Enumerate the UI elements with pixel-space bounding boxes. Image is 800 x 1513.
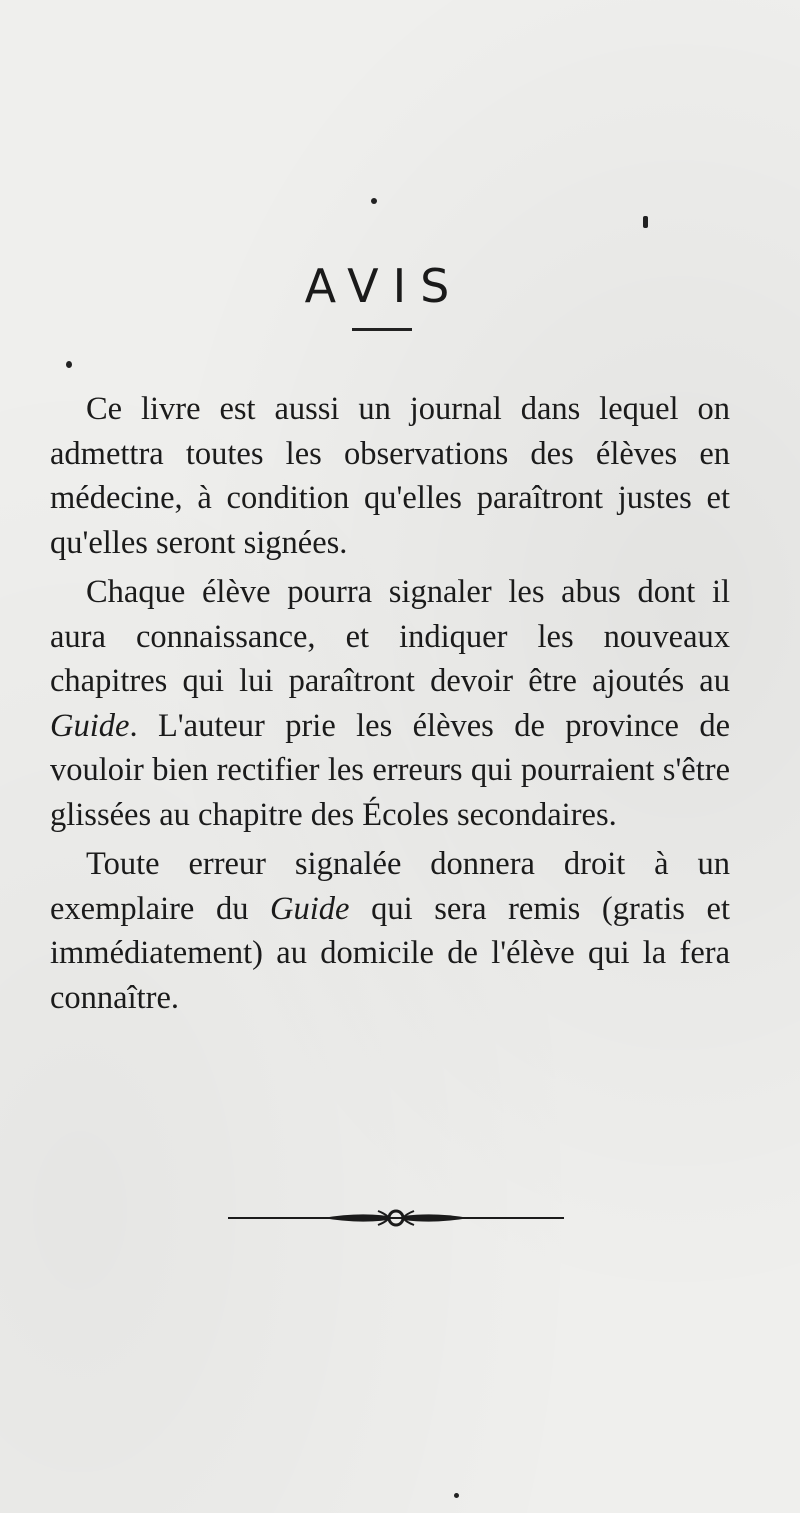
ink-speck: [371, 198, 377, 204]
page-title: AVIS: [304, 258, 464, 313]
paragraph-2-text-b: . L'auteur prie les élèves de province de vouloir bien rectifier les erreurs qui pourraient s'être glissées au chapitre des Écoles secondaires.: [50, 707, 730, 833]
ornamental-divider-icon: [228, 1205, 564, 1231]
paragraph-3-text-a: Toute erreur signalée donnera droit à un exemplaire du: [50, 846, 730, 927]
guide-title-italic: Guide: [50, 707, 130, 744]
ink-speck: [454, 1493, 459, 1498]
paragraph-2-text-a: Chaque élève pourra signaler les abus dont il aura connaissance, et indiquer les nouveaux chapitres qui lui paraîtront devoir être ajoutés au: [50, 574, 730, 699]
paragraph-3-text-b: qui sera remis (gratis et immédiatement) au domicile de l'élève qui la fera connaître.: [50, 890, 730, 1016]
paragraph-2: [50, 570, 730, 837]
body-text: [50, 387, 730, 1025]
ink-speck: [643, 216, 648, 228]
title-rule: [352, 328, 412, 331]
ink-speck: [66, 361, 72, 368]
paragraph-1-text: Ce livre est aussi un journal dans lequel on admettra toutes les observations des élèves en médecine, à condition qu'elles paraîtront justes et qu'elles seront signées.: [50, 391, 730, 561]
paragraph-3: [50, 842, 730, 1020]
paragraph-1: [50, 387, 730, 565]
guide-title-italic: Guide: [270, 890, 350, 927]
